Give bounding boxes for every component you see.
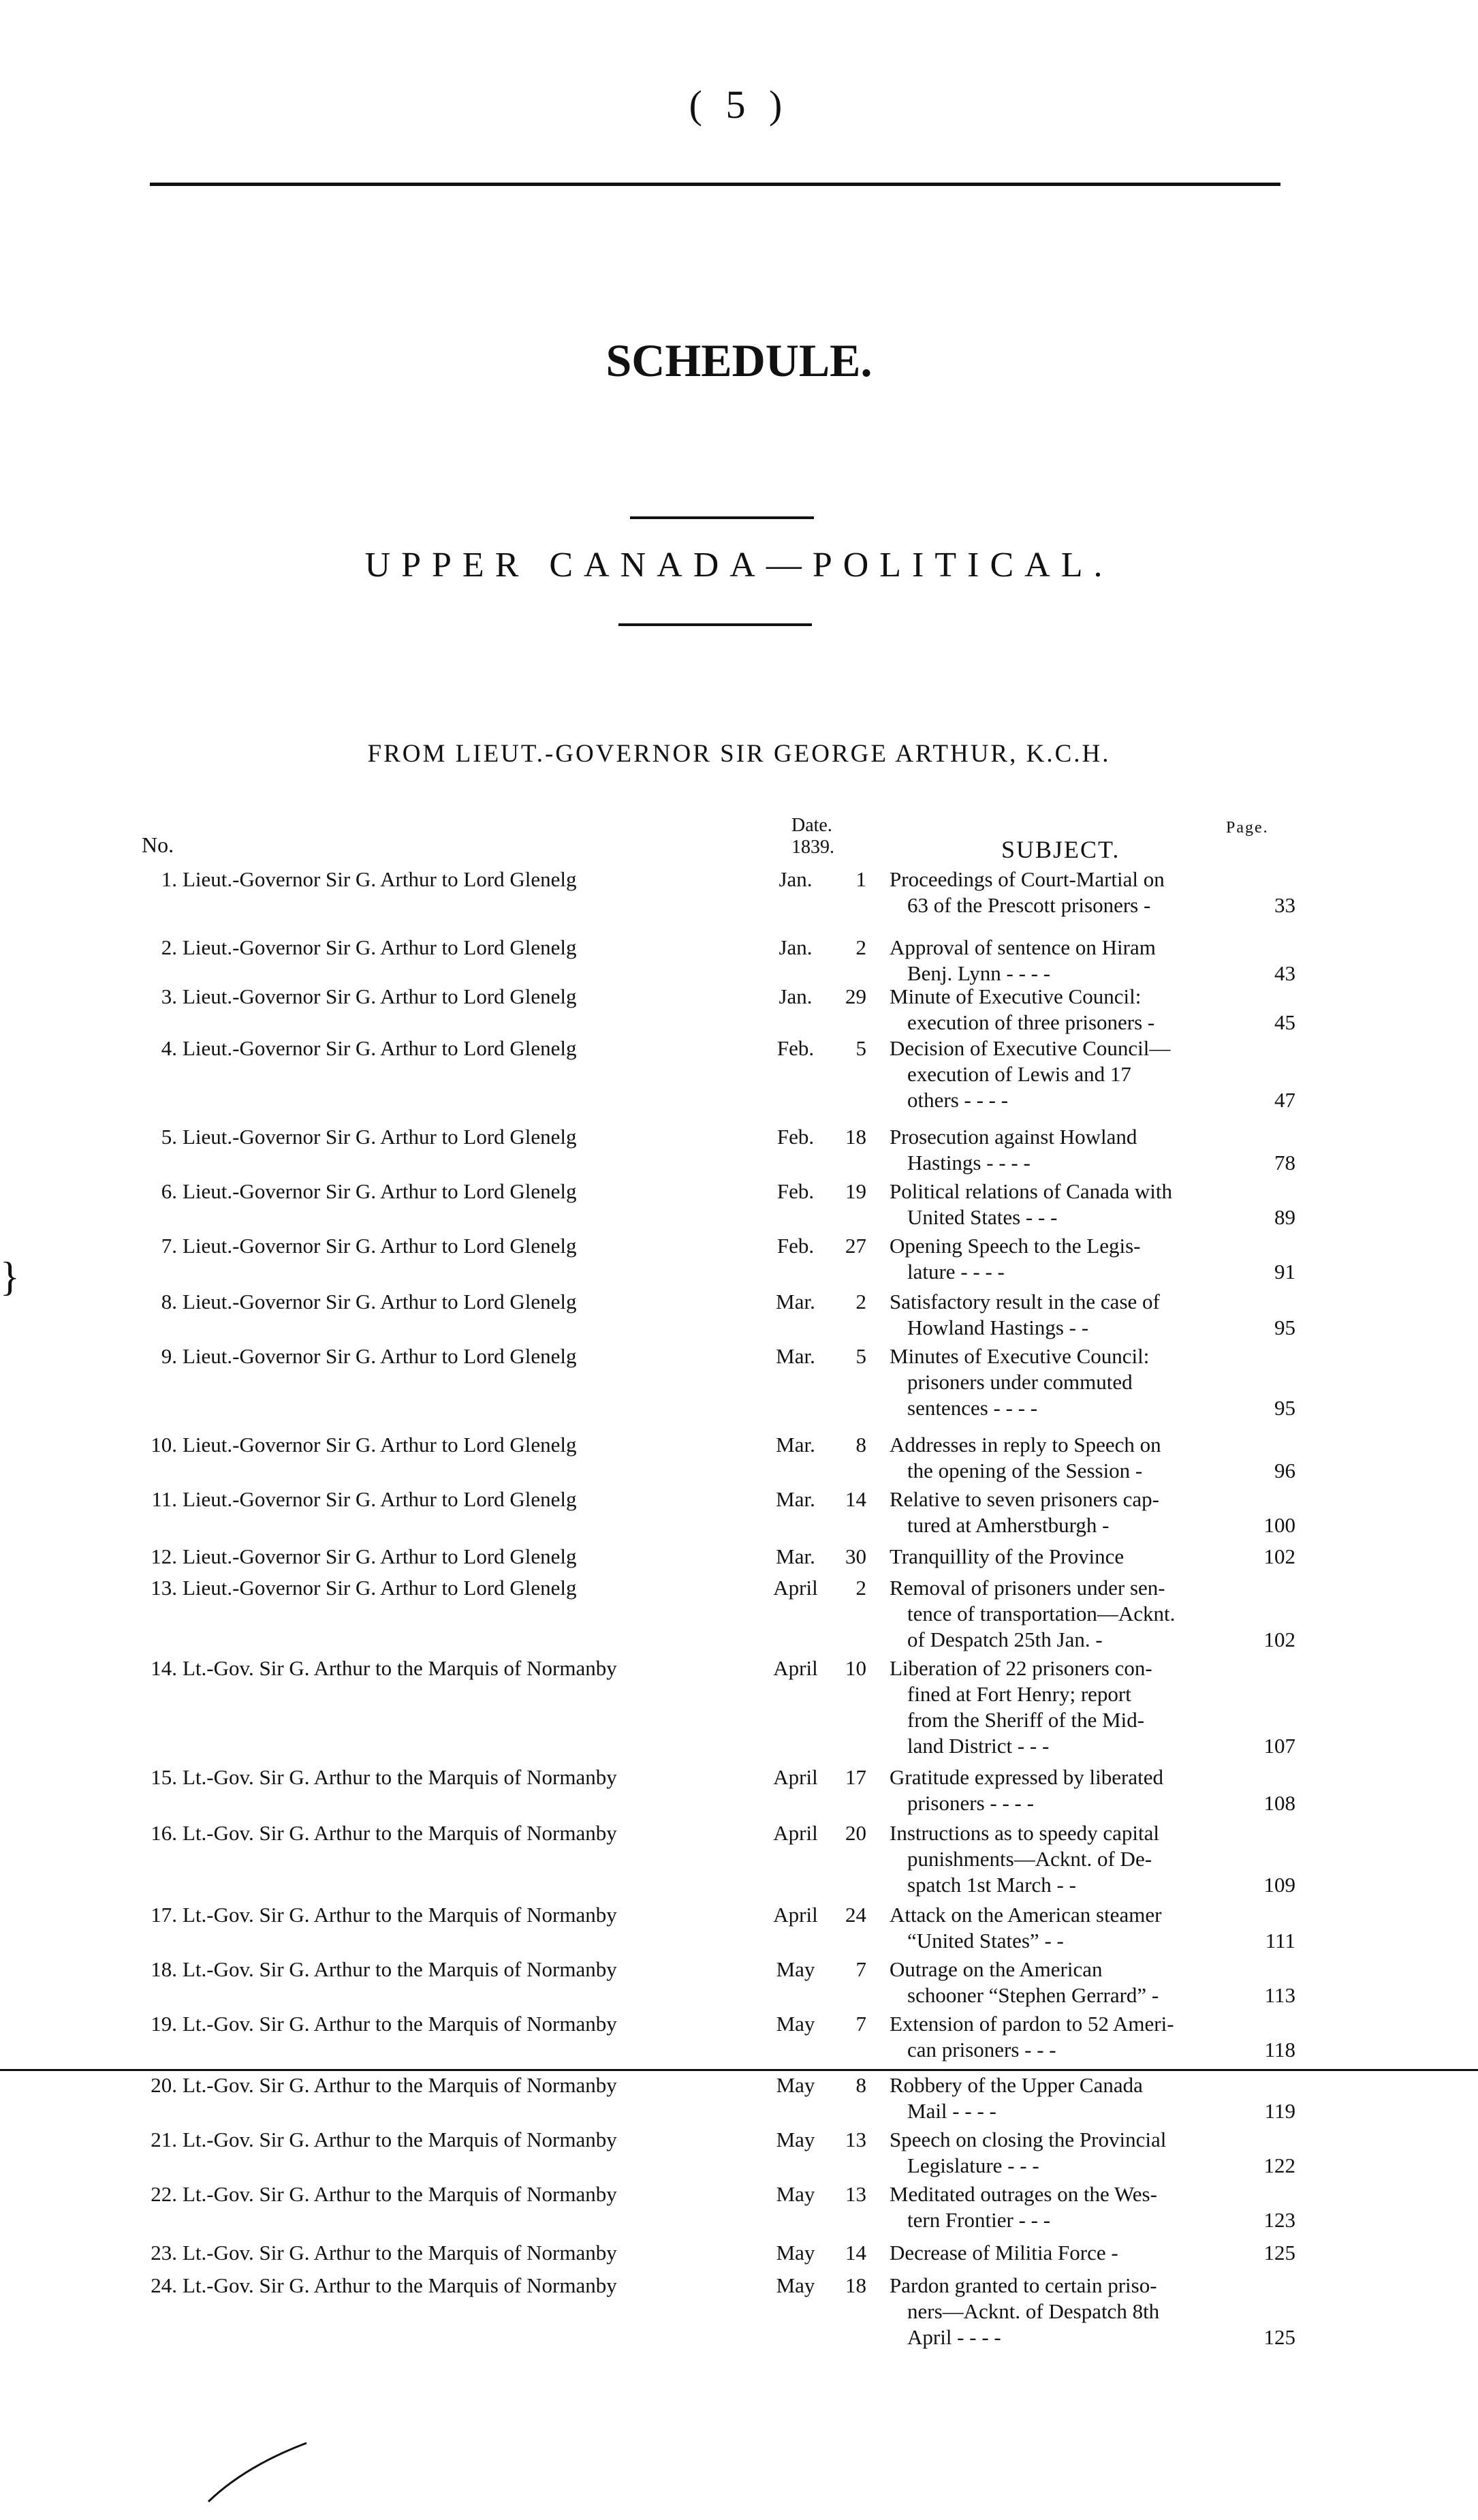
entry-month: May	[776, 2012, 815, 2036]
entry-day: 20	[845, 1821, 866, 1845]
entry-month: April	[773, 1765, 818, 1789]
entry-day: 19	[845, 1179, 866, 1203]
entry-correspondents: Lt.-Gov. Sir G. Arthur to the Marquis of Normanby	[183, 1957, 617, 1981]
entry-day: 29	[845, 984, 866, 1008]
margin-brace-mark: }	[0, 1254, 20, 1299]
entry-page: 95	[1274, 1316, 1295, 1339]
entry-subject-line: Political relations of Canada with	[890, 1179, 1172, 1203]
entry-month: Jan.	[779, 984, 813, 1008]
entry-correspondents: Lieut.-Governor Sir G. Arthur to Lord Glenelg	[183, 1576, 577, 1600]
entry-subject	[890, 1289, 1237, 1341]
entry-number: 2.	[161, 935, 177, 959]
entry-subject-line: tence of transportation—Acknt.	[907, 1602, 1176, 1625]
entry-day: 10	[845, 1656, 866, 1680]
entry-number: 16.	[151, 1821, 177, 1845]
entry-subject-line: Attack on the American steamer	[890, 1903, 1162, 1927]
entry-day: 14	[845, 2241, 866, 2265]
entry-number: 17.	[151, 1903, 177, 1927]
entry-number: 10.	[151, 1433, 177, 1457]
entry-subject	[890, 2273, 1237, 2350]
entry-day: 2	[855, 1576, 866, 1600]
entry-month: May	[776, 2073, 815, 2097]
entry-month: April	[773, 1656, 818, 1680]
entry-correspondents: Lt.-Gov. Sir G. Arthur to the Marquis of Normanby	[183, 2128, 617, 2151]
entry-subject-line: prisoners - - - -	[907, 1791, 1034, 1815]
entry-page: 122	[1263, 2153, 1295, 2177]
entry-subject-line: “United States” - -	[907, 1929, 1064, 1953]
entry-page: 100	[1263, 1513, 1295, 1537]
entry-day: 13	[845, 2182, 866, 2206]
entry-subject-line: spatch 1st March - -	[907, 1873, 1076, 1897]
entry-subject-line: punishments—Acknt. of De-	[907, 1847, 1152, 1871]
entry-correspondents: Lt.-Gov. Sir G. Arthur to the Marquis of Normanby	[183, 1765, 617, 1789]
entry-number: 20.	[151, 2073, 177, 2097]
entry-day: 14	[845, 1487, 866, 1511]
entry-month: May	[776, 2241, 815, 2265]
entry-subject-line: Decision of Executive Council—	[890, 1036, 1171, 1060]
entry-day: 7	[855, 2012, 866, 2036]
entry-subject-line: Addresses in reply to Speech on	[890, 1433, 1161, 1457]
entry-subject	[890, 1957, 1237, 2008]
entry-day: 24	[845, 1903, 866, 1927]
entry-subject-line: Extension of pardon to 52 Ameri-	[890, 2012, 1174, 2036]
entry-subject-line: Opening Speech to the Legis-	[890, 1234, 1141, 1258]
entry-subject-line: tured at Amherstburgh -	[907, 1513, 1110, 1537]
entry-page: 118	[1264, 2038, 1295, 2062]
entry-subject	[890, 1902, 1237, 1954]
entry-subject-line: fined at Fort Henry; report	[907, 1682, 1131, 1706]
entry-correspondents: Lieut.-Governor Sir G. Arthur to Lord Glenelg	[183, 1234, 577, 1258]
entry-page: 78	[1274, 1151, 1295, 1175]
entry-page: 45	[1274, 1010, 1295, 1034]
entry-month: Mar.	[776, 1344, 815, 1368]
entry-subject-line: Liberation of 22 prisoners con-	[890, 1656, 1152, 1680]
entry-number: 9.	[161, 1344, 177, 1368]
entry-day: 18	[845, 2273, 866, 2297]
entry-page: 125	[1263, 2325, 1295, 2349]
entry-subject	[890, 935, 1237, 986]
entry-subject-line: Pardon granted to certain priso-	[890, 2273, 1157, 2297]
entry-subject	[890, 1036, 1237, 1113]
entry-page: 96	[1274, 1459, 1295, 1482]
entry-month: April	[773, 1576, 818, 1600]
entry-subject-line: sentences - - - -	[907, 1396, 1038, 1420]
entry-subject	[890, 2127, 1237, 2179]
entry-correspondents: Lieut.-Governor Sir G. Arthur to Lord Glenelg	[183, 1487, 577, 1511]
page-title: SCHEDULE.	[606, 335, 872, 386]
entry-day: 5	[855, 1344, 866, 1368]
entry-correspondents: Lieut.-Governor Sir G. Arthur to Lord Glenelg	[183, 1125, 577, 1149]
entry-page: 102	[1263, 1544, 1295, 1568]
entry-number: 3.	[161, 984, 177, 1008]
entry-month: April	[773, 1821, 818, 1845]
column-header-year: 1839.	[791, 837, 834, 858]
entry-correspondents: Lt.-Gov. Sir G. Arthur to the Marquis of Normanby	[183, 1656, 617, 1680]
column-header-no: No.	[142, 833, 174, 857]
entry-subject-line: tern Frontier - - -	[907, 2208, 1051, 2232]
entry-correspondents: Lieut.-Governor Sir G. Arthur to Lord Glenelg	[183, 1290, 577, 1313]
entry-page: 102	[1263, 1628, 1295, 1651]
entry-day: 2	[855, 1290, 866, 1313]
entry-subject-line: Speech on closing the Provincial	[890, 2128, 1167, 2151]
entry-number: 5.	[161, 1125, 177, 1149]
entry-page: 111	[1265, 1929, 1295, 1953]
entry-subject-line: Tranquillity of the Province	[890, 1544, 1125, 1568]
entry-correspondents: Lt.-Gov. Sir G. Arthur to the Marquis of Normanby	[183, 2241, 617, 2265]
entry-correspondents: Lt.-Gov. Sir G. Arthur to the Marquis of Normanby	[183, 1821, 617, 1845]
entry-day: 30	[845, 1544, 866, 1568]
entry-number: 13.	[151, 1576, 177, 1600]
entry-subject-line: Benj. Lynn - - - -	[907, 961, 1051, 985]
entry-page: 33	[1274, 893, 1295, 917]
entry-month: Mar.	[776, 1544, 815, 1568]
entry-correspondents: Lt.-Gov. Sir G. Arthur to the Marquis of Normanby	[183, 1903, 617, 1927]
entry-number: 8.	[161, 1290, 177, 1313]
entry-page: 109	[1263, 1873, 1295, 1897]
entry-number: 11.	[151, 1487, 177, 1511]
entry-month: Mar.	[776, 1433, 815, 1457]
entry-correspondents: Lt.-Gov. Sir G. Arthur to the Marquis of Normanby	[183, 2012, 617, 2036]
entry-subject	[890, 1124, 1237, 1176]
entry-subject	[890, 1764, 1237, 1816]
entry-subject-line: 63 of the Prescott prisoners -	[907, 893, 1151, 917]
entry-number: 19.	[151, 2012, 177, 2036]
entry-subject-line: can prisoners - - -	[907, 2038, 1056, 2062]
entry-page: 89	[1274, 1205, 1295, 1229]
entry-page: 107	[1263, 1734, 1295, 1758]
entry-month: Feb.	[776, 1036, 815, 1060]
entry-month: May	[776, 1957, 815, 1981]
entry-day: 7	[855, 1957, 866, 1981]
entry-subject	[890, 984, 1237, 1036]
entry-subject-line: Hastings - - - -	[907, 1151, 1031, 1175]
entry-subject-line: lature - - - -	[907, 1260, 1005, 1284]
entry-number: 4.	[161, 1036, 177, 1060]
entry-subject	[890, 1575, 1237, 1653]
entry-correspondents: Lieut.-Governor Sir G. Arthur to Lord Glenelg	[183, 1544, 577, 1568]
entry-page: 95	[1274, 1396, 1295, 1420]
entry-subject-line: Relative to seven prisoners cap-	[890, 1487, 1159, 1511]
entry-subject	[890, 1544, 1237, 1570]
entry-number: 14.	[151, 1656, 177, 1680]
entry-subject-line: Gratitude expressed by liberated	[890, 1765, 1163, 1789]
entry-subject-line: Minutes of Executive Council:	[890, 1344, 1150, 1368]
entry-month: April	[773, 1903, 818, 1927]
entry-correspondents: Lt.-Gov. Sir G. Arthur to the Marquis of Normanby	[183, 2273, 617, 2297]
page-number: ( 5 )	[689, 82, 789, 127]
entry-subject	[890, 1820, 1237, 1898]
entry-subject	[890, 2011, 1237, 2063]
entry-subject-line: of Despatch 25th Jan. -	[907, 1628, 1103, 1651]
entry-subject-line: ners—Acknt. of Despatch 8th	[907, 2299, 1160, 2323]
entry-correspondents: Lt.-Gov. Sir G. Arthur to the Marquis of Normanby	[183, 2182, 617, 2206]
entry-number: 1.	[161, 867, 177, 891]
entry-day: 27	[845, 1234, 866, 1258]
entry-number: 21.	[151, 2128, 177, 2151]
entry-subject-line: schooner “Stephen Gerrard” -	[907, 1983, 1159, 2007]
entry-page: 47	[1274, 1088, 1295, 1112]
entry-number: 22.	[151, 2182, 177, 2206]
entry-subject-line: others - - - -	[907, 1088, 1009, 1112]
entry-month: May	[776, 2182, 815, 2206]
column-header-page: Page.	[1226, 819, 1269, 837]
entry-day: 18	[845, 1125, 866, 1149]
entry-number: 7.	[161, 1234, 177, 1258]
entry-month: Feb.	[776, 1234, 815, 1258]
entry-subject	[890, 2181, 1237, 2233]
entry-subject	[890, 1432, 1237, 1484]
entry-number: 18.	[151, 1957, 177, 1981]
entry-subject	[890, 867, 1237, 918]
entry-subject-line: Mail - - - -	[907, 2099, 996, 2123]
entry-page: 43	[1274, 961, 1295, 985]
entry-subject-line: Proceedings of Court-Martial on	[890, 867, 1165, 891]
entry-subject-line: Legislature - - -	[907, 2153, 1039, 2177]
entry-month: Mar.	[776, 1487, 815, 1511]
entry-page: 123	[1263, 2208, 1295, 2232]
entry-number: 24.	[151, 2273, 177, 2297]
entry-subject-line: Decrease of Militia Force -	[890, 2241, 1118, 2265]
entry-number: 12.	[151, 1544, 177, 1568]
entry-day: 13	[845, 2128, 866, 2151]
entry-subject-line: Howland Hastings - -	[907, 1316, 1089, 1339]
entry-page: 113	[1264, 1983, 1295, 2007]
entry-day: 8	[855, 1433, 866, 1457]
entry-page: 91	[1274, 1260, 1295, 1284]
entry-subject-line: prisoners under commuted	[907, 1370, 1133, 1394]
section-title: UPPER CANADA—POLITICAL.	[364, 546, 1114, 585]
entry-month: May	[776, 2273, 815, 2297]
entry-subject-line: Removal of prisoners under sen-	[890, 1576, 1165, 1600]
entry-subject-line: Approval of sentence on Hiram	[890, 935, 1156, 959]
entry-month: Feb.	[776, 1179, 815, 1203]
entry-correspondents: Lieut.-Governor Sir G. Arthur to Lord Glenelg	[183, 1344, 577, 1368]
entry-month: Jan.	[779, 935, 813, 959]
entry-subject-line: Instructions as to speedy capital	[890, 1821, 1160, 1845]
entry-correspondents: Lieut.-Governor Sir G. Arthur to Lord Glenelg	[183, 1036, 577, 1060]
entry-number: 6.	[161, 1179, 177, 1203]
entry-month: Feb.	[776, 1125, 815, 1149]
entry-page: 119	[1264, 2099, 1295, 2123]
entry-number: 23.	[151, 2241, 177, 2265]
entry-month: Jan.	[779, 867, 813, 891]
entry-page: 125	[1263, 2241, 1295, 2265]
entry-subject-line: Meditated outrages on the Wes-	[890, 2182, 1157, 2206]
entry-day: 2	[855, 935, 866, 959]
entry-month: May	[776, 2128, 815, 2151]
entry-number: 15.	[151, 1765, 177, 1789]
entry-subject-line: April - - - -	[907, 2325, 1001, 2349]
entry-subject-line: Prosecution against Howland	[890, 1125, 1137, 1149]
entry-page: 108	[1263, 1791, 1295, 1815]
entry-day: 8	[855, 2073, 866, 2097]
entry-subject	[890, 1233, 1237, 1285]
entry-subject-line: Robbery of the Upper Canada	[890, 2073, 1143, 2097]
entry-correspondents: Lieut.-Governor Sir G. Arthur to Lord Glenelg	[183, 867, 577, 891]
entry-correspondents: Lt.-Gov. Sir G. Arthur to the Marquis of Normanby	[183, 2073, 617, 2097]
entry-day: 5	[855, 1036, 866, 1060]
entry-correspondents: Lieut.-Governor Sir G. Arthur to Lord Glenelg	[183, 1433, 577, 1457]
column-header-subject: SUBJECT.	[1001, 836, 1120, 863]
ink-stroke-mark	[204, 2439, 313, 2507]
entry-subject	[890, 1655, 1237, 1759]
entry-subject-line: United States - - -	[907, 1205, 1058, 1229]
entry-day: 17	[845, 1765, 866, 1789]
entry-month: Mar.	[776, 1290, 815, 1313]
entry-subject-line: Outrage on the American	[890, 1957, 1103, 1981]
entry-correspondents: Lieut.-Governor Sir G. Arthur to Lord Glenelg	[183, 984, 577, 1008]
entry-subject	[890, 2072, 1237, 2124]
entry-subject-line: execution of three prisoners -	[907, 1010, 1155, 1034]
entry-subject-line: land District - - -	[907, 1734, 1050, 1758]
entry-subject	[890, 2240, 1237, 2266]
entry-subject	[890, 1179, 1237, 1230]
column-header-date: Date.	[791, 815, 832, 836]
entry-correspondents: Lieut.-Governor Sir G. Arthur to Lord Glenelg	[183, 935, 577, 959]
entry-subject-line: from the Sheriff of the Mid-	[907, 1708, 1145, 1732]
entry-subject-line: the opening of the Session -	[907, 1459, 1143, 1482]
entry-day: 1	[855, 867, 866, 891]
scan-rule-line	[0, 2069, 1478, 2071]
entry-subject-line: execution of Lewis and 17	[907, 1062, 1131, 1086]
entry-subject	[890, 1343, 1237, 1421]
entry-correspondents: Lieut.-Governor Sir G. Arthur to Lord Glenelg	[183, 1179, 577, 1203]
from-heading: FROM LIEUT.-GOVERNOR SIR GEORGE ARTHUR, K.C.H.	[367, 740, 1111, 768]
entry-subject-line: Satisfactory result in the case of	[890, 1290, 1160, 1313]
entry-subject	[890, 1487, 1237, 1538]
entry-subject-line: Minute of Executive Council:	[890, 984, 1142, 1008]
